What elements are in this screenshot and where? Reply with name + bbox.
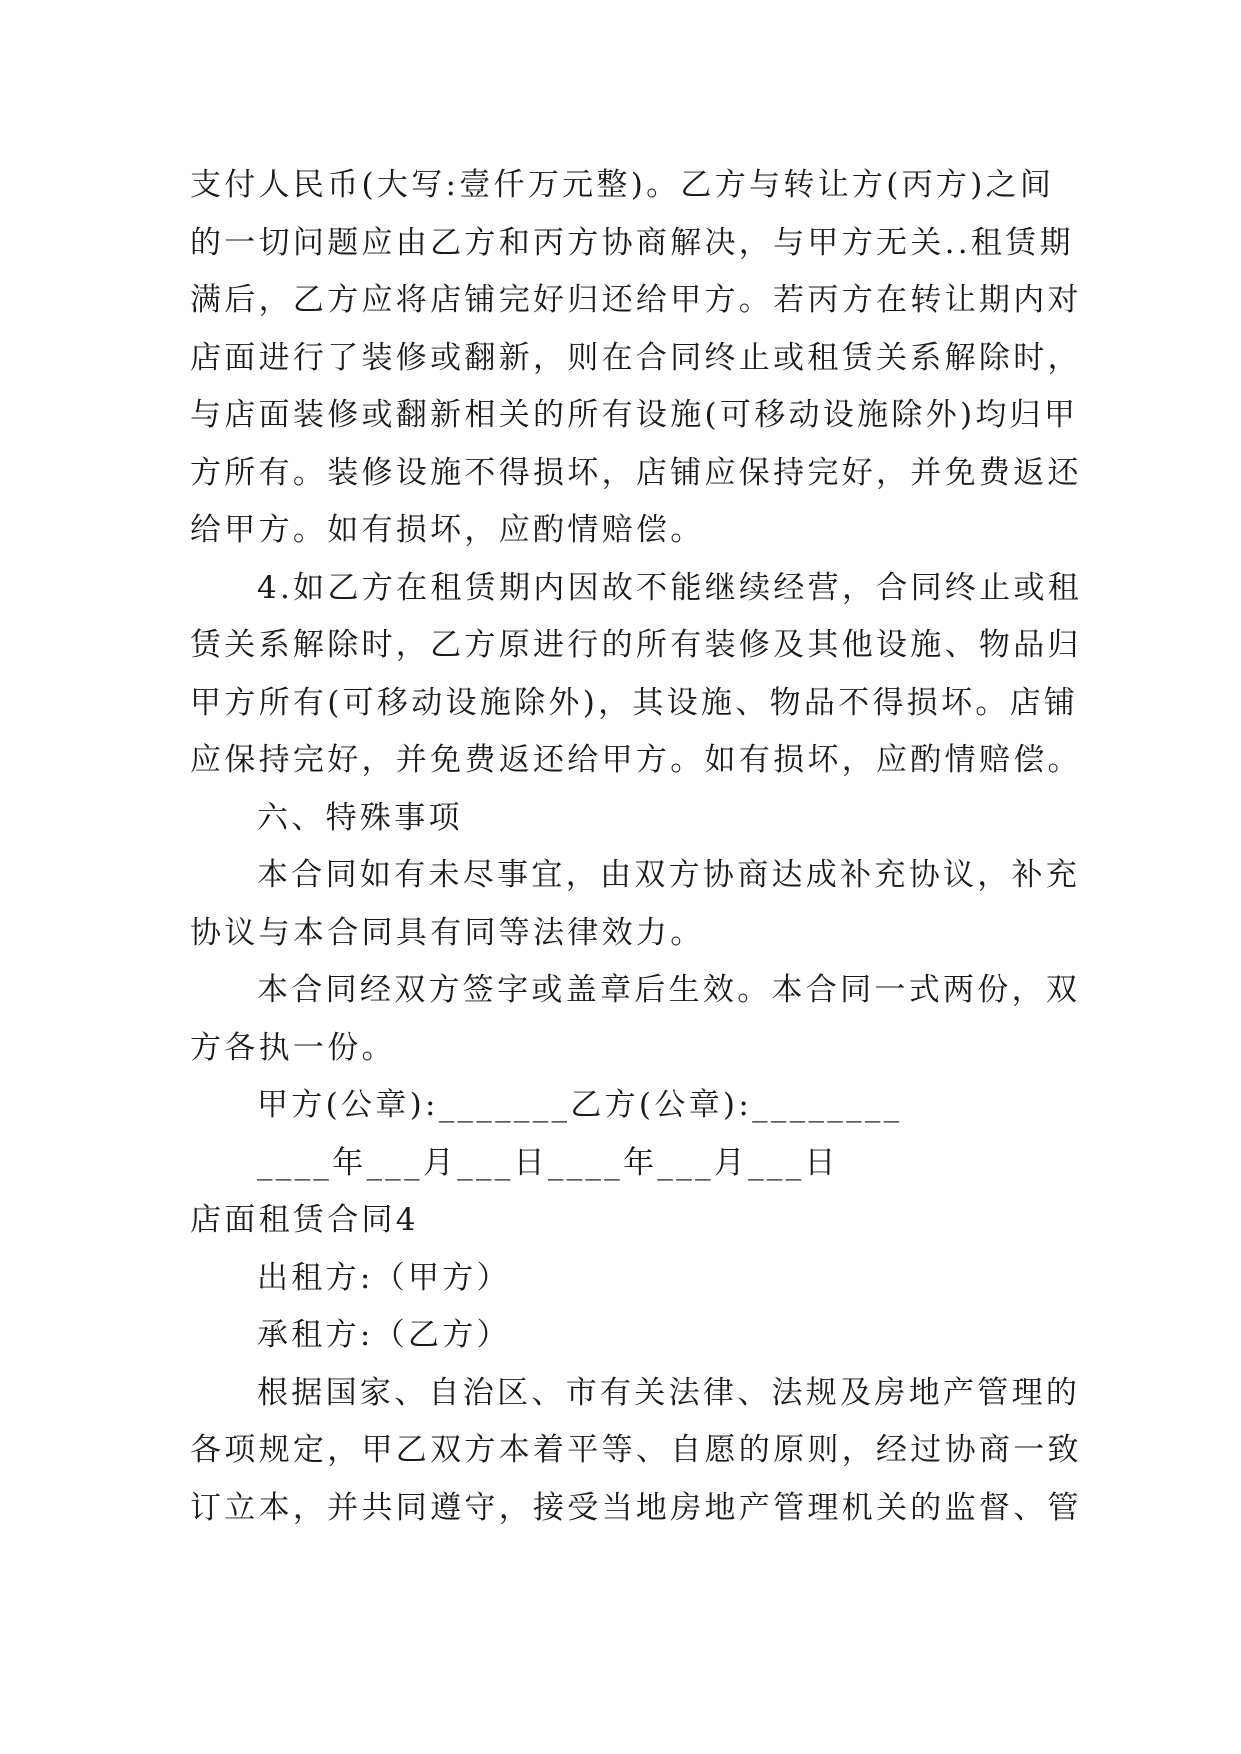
paragraph-line: 的一切问题应由乙方和丙方协商解决，与甲方无关..租赁期	[190, 225, 1074, 261]
paragraph-line: 各项规定，甲乙双方本着平等、自愿的原则，经过协商一致	[190, 1432, 1082, 1468]
paragraph-line: 满后，乙方应将店铺完好归还给甲方。若丙方在转让期内对	[190, 282, 1082, 318]
paragraph-line: 应保持完好，并免费返还给甲方。如有损坏，应酌情赔偿。	[190, 742, 1082, 778]
paragraph-line: 订立本，并共同遵守，接受当地房地产管理机关的监督、管	[190, 1490, 1082, 1526]
paragraph-line: 协议与本合同具有同等法律效力。	[190, 915, 705, 951]
section-heading: 六、特殊事项	[257, 800, 463, 836]
paragraph-line: 给甲方。如有损坏，应酌情赔偿。	[190, 512, 705, 548]
date-line: ____年___月___日____年___月___日	[257, 1145, 839, 1181]
paragraph-line: 与店面装修或翻新相关的所有设施(可移动设施除外)均归甲	[190, 397, 1079, 433]
contract-title: 店面租赁合同4	[190, 1202, 419, 1238]
paragraph-line: 方各执一份。	[190, 1030, 396, 1066]
paragraph-line: 方所有。装修设施不得损坏，店铺应保持完好，并免费返还	[190, 455, 1082, 491]
paragraph-line: 4.如乙方在租赁期内因故不能继续经营，合同终止或租	[257, 570, 1083, 606]
paragraph-line: 赁关系解除时，乙方原进行的所有装修及其他设施、物品归	[190, 627, 1082, 663]
paragraph-line: 店面进行了装修或翻新，则在合同终止或租赁关系解除时，	[190, 340, 1082, 376]
paragraph-line: 根据国家、自治区、市有关法律、法规及房地产管理的	[257, 1375, 1081, 1411]
paragraph-line: 本合同经双方签字或盖章后生效。本合同一式两份，双	[257, 972, 1081, 1008]
paragraph-line: 甲方所有(可移动设施除外)，其设施、物品不得损坏。店铺	[190, 685, 1079, 721]
lessee-line: 承租方:（乙方）	[257, 1317, 511, 1353]
lessor-line: 出租方:（甲方）	[257, 1260, 511, 1296]
paragraph-line: 支付人民币(大写:壹仟万元整)。乙方与转让方(丙方)之间	[190, 167, 1055, 203]
signature-line: 甲方(公章):_______乙方(公章):________	[257, 1087, 903, 1123]
paragraph-line: 本合同如有未尽事宜，由双方协商达成补充协议，补充	[257, 857, 1081, 893]
